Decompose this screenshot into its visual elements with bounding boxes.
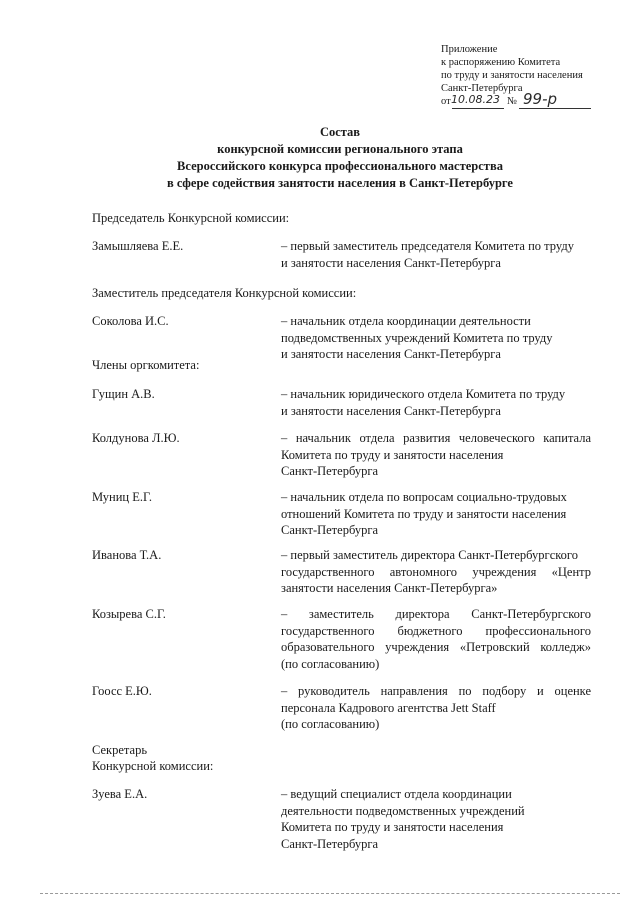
position-line: – первый заместитель директора Санкт-Петербургского	[281, 548, 578, 562]
secretary-name: Зуева Е.А.	[92, 787, 148, 801]
position-line: – начальник отдела координации деятельности	[281, 314, 531, 328]
position-line: персонала Кадрового агентства Jett Staff	[281, 700, 496, 715]
position-line: занятости населения Санкт-Петербурга»	[281, 581, 498, 595]
position-line: Комитета по труду и занятости населения	[281, 447, 504, 462]
position-line: отношений Комитета по труду и занятости населения	[281, 506, 567, 521]
handwritten-number: 99-р	[523, 90, 558, 108]
member-position	[281, 683, 591, 733]
title-line: Всероссийского конкурса профессионального мастерства	[177, 159, 503, 173]
member-position	[281, 430, 591, 480]
member-name: Козырева С.Г.	[92, 607, 166, 621]
position-line: Санкт-Петербурга	[281, 464, 379, 478]
appendix-line: Санкт-Петербурга	[441, 83, 523, 94]
position-line: Комитета по труду и занятости населения	[281, 820, 504, 834]
position-line: (по согласованию)	[281, 717, 380, 731]
position-line: – первый заместитель председателя Комитета по труду	[281, 239, 574, 253]
member-name: Колдунова Л.Ю.	[92, 431, 180, 445]
member-name: Гущин А.В.	[92, 387, 155, 401]
position-line: Санкт-Петербурга	[281, 523, 379, 537]
title-line: конкурсной комиссии регионального этапа	[217, 142, 463, 156]
deputy-heading: Заместитель председателя Конкурсной комиссии:	[92, 286, 357, 300]
member-name: Муниц Е.Г.	[92, 490, 152, 504]
position-line: образовательного учреждения «Петровский колледж»	[281, 640, 591, 654]
position-line: государственного автономного учреждения «Центр	[281, 564, 591, 579]
member-position	[281, 386, 591, 419]
position-line: и занятости населения Санкт-Петербурга	[281, 347, 501, 361]
position-line: – ведущий специалист отдела координации	[281, 787, 512, 801]
position-line: государственного бюджетного профессионального	[281, 623, 591, 638]
deputy-position	[281, 313, 591, 363]
chairman-name: Замышляева Е.Е.	[92, 239, 184, 253]
position-line: Санкт-Петербурга	[281, 836, 379, 851]
member-name: Иванова Т.А.	[92, 548, 162, 562]
title-line: Состав	[319, 125, 361, 139]
number-underline	[519, 108, 591, 109]
appendix-block	[441, 43, 611, 111]
member-position	[281, 547, 591, 597]
appendix-line: к распоряжению Комитета	[441, 57, 561, 68]
position-line: и занятости населения Санкт-Петербурга	[281, 403, 501, 418]
position-line: – начальник отдела по вопросам социально-трудовых	[281, 490, 567, 504]
secretary-heading: Секретарь	[92, 743, 148, 757]
member-name: Гоосс Е.Ю.	[92, 684, 152, 698]
appendix-number-sign: №	[507, 96, 518, 107]
appendix-date-number	[441, 90, 611, 111]
appendix-from-label: от	[441, 96, 451, 107]
position-line: (по согласованию)	[281, 656, 380, 671]
date-underline	[452, 108, 504, 109]
member-position	[281, 606, 591, 672]
position-line: – заместитель директора Санкт-Петербургского	[281, 607, 591, 621]
title-line: в сфере содействия занятости населения в Санкт-Петербурге	[167, 176, 513, 190]
scan-bottom-rule	[40, 893, 620, 894]
document-title	[90, 124, 590, 192]
secretary-heading: Конкурсной комиссии:	[92, 759, 214, 773]
chairman-position	[281, 238, 591, 271]
position-line: – начальник отдела развития человеческого капитала	[281, 431, 591, 445]
position-line: – руководитель направления по подбору и оценке	[281, 684, 591, 698]
appendix-line: по труду и занятости населения	[441, 70, 583, 81]
secretary-position	[281, 786, 591, 852]
appendix-line: Приложение	[441, 44, 498, 55]
position-line: подведомственных учреждений Комитета по труду	[281, 330, 553, 345]
deputy-name: Соколова И.С.	[92, 314, 169, 328]
members-heading: Члены оргкомитета:	[92, 358, 200, 372]
chairman-heading: Председатель Конкурсной комиссии:	[92, 211, 290, 225]
position-line: деятельности подведомственных учреждений	[281, 803, 525, 818]
position-line: – начальник юридического отдела Комитета по труду	[281, 387, 566, 401]
member-position	[281, 489, 591, 539]
handwritten-date: 10.08.23	[451, 93, 500, 106]
position-line: и занятости населения Санкт-Петербурга	[281, 255, 501, 270]
